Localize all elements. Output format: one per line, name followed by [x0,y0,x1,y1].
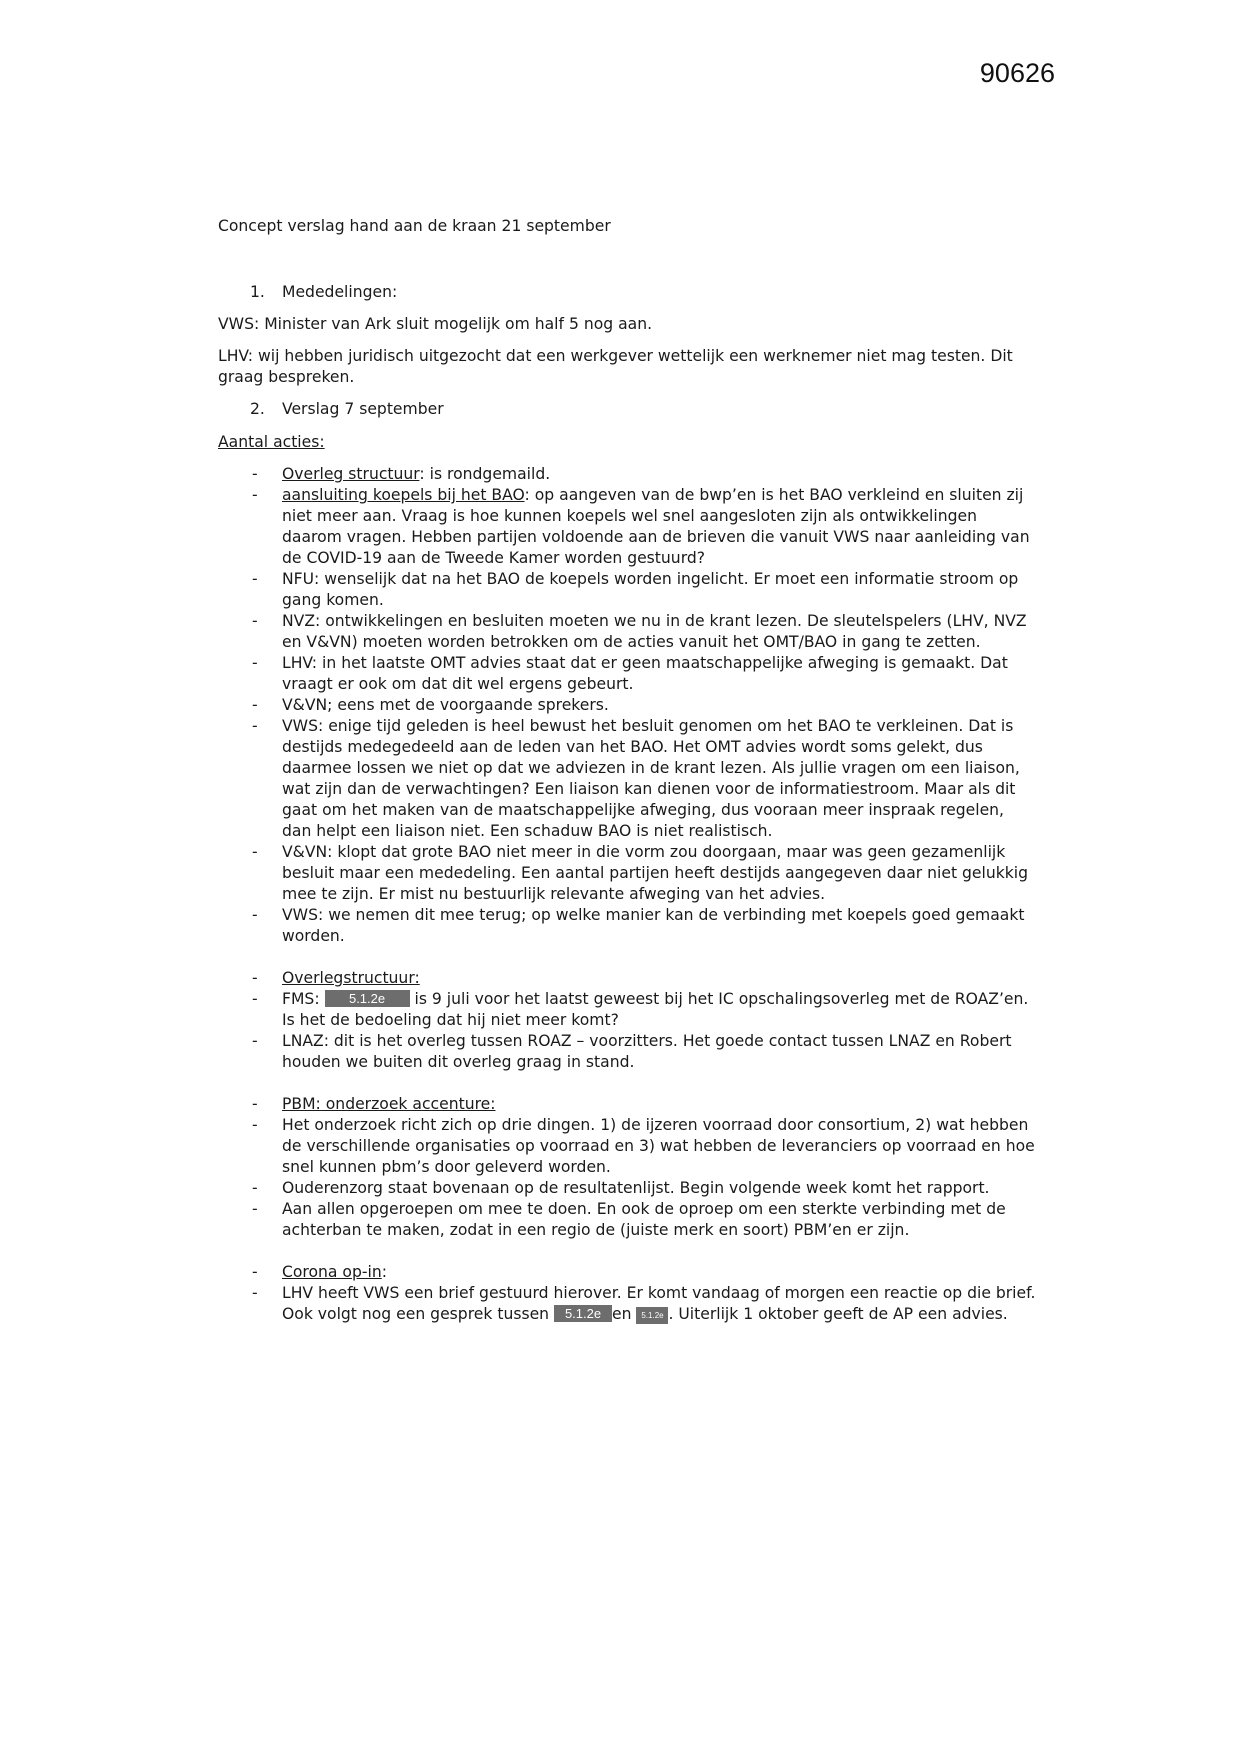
list-item [218,611,1038,653]
redaction-box: 5.1.2e [636,1307,668,1324]
section-label: Mededelingen: [282,283,398,301]
dash-bullet: - [252,654,258,672]
item-text: Aan allen opgeroepen om mee te doen. En ook de oproep om een sterkte verbinding met de achterban te maken, zodat in een regio de (juiste merk en soort) PBM’en er zijn. [282,1200,1006,1239]
dash-bullet: - [252,717,258,735]
section-number: 2. [250,400,265,418]
section-label: Verslag 7 september [282,400,444,418]
list-item [218,842,1038,905]
list-item [218,653,1038,695]
list-item [218,1031,1038,1073]
dash-bullet: - [252,1263,258,1281]
item-text: LHV: in het laatste OMT advies staat dat er geen maatschappelijke afweging is gemaakt. Dat vraagt er ook om dat dit wel ergens gebeurt. [282,654,1008,693]
dash-bullet: - [252,1032,258,1050]
dash-bullet: - [252,1179,258,1197]
dash-bullet: - [252,465,258,483]
section-heading-verslag [218,399,1038,420]
list-item [218,1262,1038,1283]
overleg-block [218,968,1038,1073]
list-item [218,464,1038,485]
item-text: LHV heeft VWS een brief gestuurd hierover. Er komt vandaag of morgen een reactie op die brief. Ook volgt nog een gesprek tussen [282,1284,1036,1323]
page-number: 90626 [979,58,1055,88]
dash-bullet: - [252,486,258,504]
document-title: Concept verslag hand aan de kraan 21 september [218,217,611,235]
corona-block [218,1262,1038,1325]
acties-list [218,464,1038,947]
acties-label: Aantal acties: [218,433,325,451]
dash-bullet: - [252,843,258,861]
list-item [218,1115,1038,1178]
item-text: Het onderzoek richt zich op drie dingen. 1) de ijzeren voorraad door consortium, 2) wat hebben de verschillende organisaties op voorraad en 3) wat hebben de leveranciers op voorraad en hoe snel kunnen pbm’s door geleverd worden. [282,1116,1035,1176]
dash-bullet: - [252,1095,258,1113]
dash-bullet: - [252,612,258,630]
item-topic: Corona op-in [282,1263,382,1281]
list-item [218,1094,1038,1115]
list-item [218,905,1038,947]
item-text: : op aangeven van de bwp’en is het BAO verkleind en sluiten zij niet meer aan. Vraag is hoe kunnen koepels wel snel aangesloten zijn als ontwikkelingen daarom vragen. Hebben partijen voldoende aan de brieven die vanuit VWS naar aanleiding van de COVID-19 aan de Tweede Kamer worden gestuurd? [282,486,1030,567]
item-text: V&VN; eens met de voorgaande sprekers. [282,696,609,714]
item-topic: aansluiting koepels bij het BAO [282,486,525,504]
item-topic: PBM: onderzoek accenture: [282,1095,496,1113]
item-text: . Uiterlijk 1 oktober geeft de AP een advies. [668,1305,1008,1323]
section-number: 1. [250,283,265,301]
list-item [218,1178,1038,1199]
section-heading-mededelingen [218,282,1038,303]
list-item [218,989,1038,1031]
item-text: VWS: enige tijd geleden is heel bewust het besluit genomen om het BAO te verkleinen. Dat is destijds medegedeeld aan de leden van het BAO. Het OMT advies wordt soms gelekt, dus daarmee lossen we niet op dat we adviezen in de krant lezen. Als jullie vragen om een liaison, wat zijn dan de verwachtingen? Een liaison kan dienen voor de informatiestroom. Maar als dit gaat om het maken van de maatschappelijke afweging, dus vooraan meer inspraak regelen, dan helpt een liaison niet. Een schaduw BAO is niet realistisch. [282,717,1020,840]
item-text: : [381,1263,387,1281]
paragraph-lhv: LHV: wij hebben juridisch uitgezocht dat een werkgever wettelijk een werknemer niet mag testen. Dit graag bespreken. [218,347,1013,386]
dash-bullet: - [252,1200,258,1218]
dash-bullet: - [252,570,258,588]
redaction-box: 5.1.2e [554,1305,612,1322]
list-item [218,1283,1038,1325]
paragraph-vws: VWS: Minister van Ark sluit mogelijk om half 5 nog aan. [218,315,653,333]
item-text: FMS: [282,990,325,1008]
list-item [218,695,1038,716]
item-topic: Overlegstructuur: [282,969,420,987]
dash-bullet: - [252,1116,258,1134]
list-item [218,968,1038,989]
dash-bullet: - [252,990,258,1008]
item-text: LNAZ: dit is het overleg tussen ROAZ – voorzitters. Het goede contact tussen LNAZ en Robert houden we buiten dit overleg graag in stand. [282,1032,1012,1071]
item-text: NVZ: ontwikkelingen en besluiten moeten we nu in de krant lezen. De sleutelspelers (LHV, NVZ en V&VN) moeten worden betrokken om de acties vanuit het OMT/BAO in gang te zetten. [282,612,1027,651]
item-text: NFU: wenselijk dat na het BAO de koepels worden ingelicht. Er moet een informatie stroom op gang komen. [282,570,1019,609]
list-item [218,569,1038,611]
pbm-block [218,1094,1038,1241]
list-item [218,1199,1038,1241]
dash-bullet: - [252,969,258,987]
item-text: is 9 juli voor het laatst geweest bij het IC opschalingsoverleg met de ROAZ’en. Is het de bedoeling dat hij niet meer komt? [282,990,1029,1029]
dash-bullet: - [252,1284,258,1302]
item-text: VWS: we nemen dit mee terug; op welke manier kan de verbinding met koepels goed gemaakt worden. [282,906,1025,945]
item-topic: Overleg structuur [282,465,420,483]
item-text: en [612,1305,637,1323]
item-text: : is rondgemaild. [419,465,551,483]
dash-bullet: - [252,696,258,714]
document-body [218,216,1038,1325]
item-text: Ouderenzorg staat bovenaan op de resultatenlijst. Begin volgende week komt het rapport. [282,1179,990,1197]
item-text: V&VN: klopt dat grote BAO niet meer in die vorm zou doorgaan, maar was geen gezamenlijk besluit maar een mededeling. Een aantal partijen heeft destijds aangegeven daar niet gelukkig mee te zijn. Er mist nu bestuurlijk relevante afweging van het advies. [282,843,1029,903]
redaction-box: 5.1.2e [325,990,410,1007]
list-item [218,716,1038,842]
dash-bullet: - [252,906,258,924]
list-item [218,485,1038,569]
